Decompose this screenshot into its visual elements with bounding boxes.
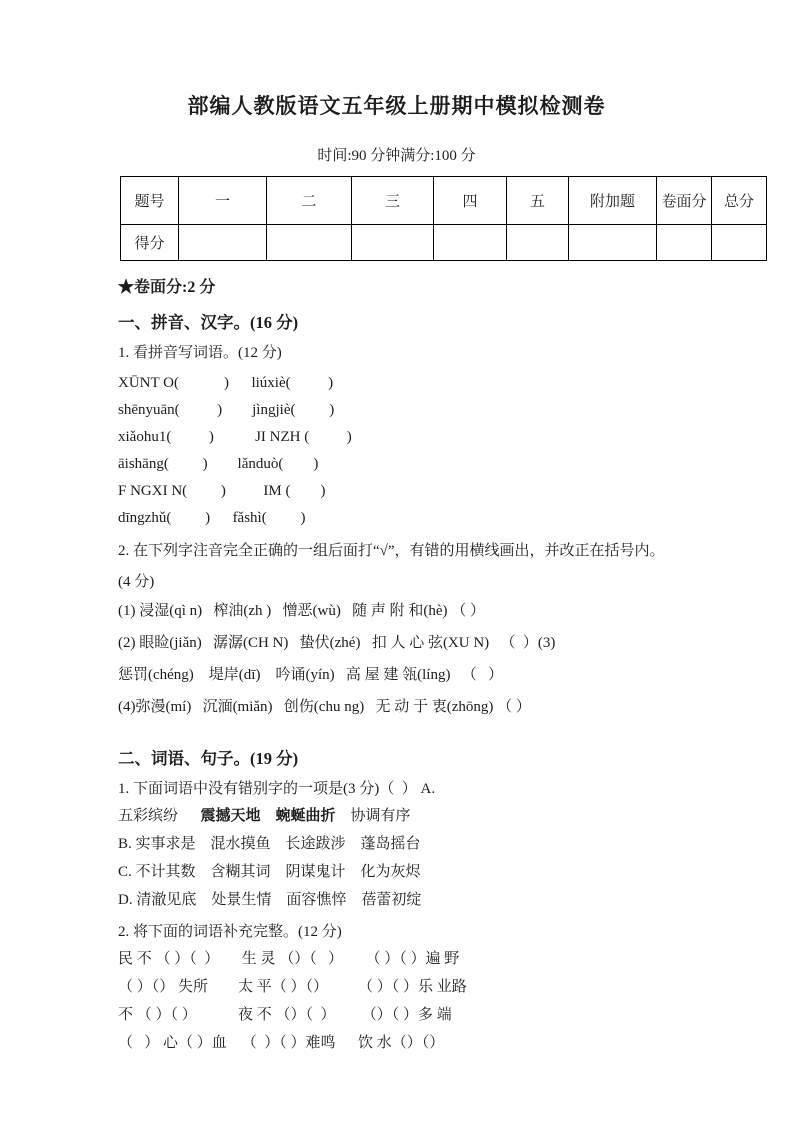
idiom-completion-line: 不 （ ）（ ） 夜 不 （）（ ） （）（ ）多 端 (118, 1007, 452, 1023)
score-cell-empty (352, 225, 434, 261)
option-c: C. 不计其数 含糊其词 阴谋鬼计 化为灰烬 (118, 864, 421, 880)
idiom-completion-block (118, 945, 769, 1057)
header-cell-part4: 四 (434, 177, 507, 225)
score-table-header-row (121, 177, 767, 225)
pronunciation-item: 惩罚(chéng) 堤岸(dī) 吟诵(yín) 高 屋 建 瓴(líng) （ ） (118, 667, 503, 683)
section1-q2-label: 2. 在下列字注音完全正确的一组后面打“√”，有错的用横线画出，并改正在括号内。 (118, 543, 665, 559)
section1-heading: 一、拼音、汉字。(16 分) (118, 313, 299, 332)
exam-body (118, 277, 769, 1057)
score-cell-empty (507, 225, 569, 261)
option-a-part1: 五彩缤纷 (118, 808, 201, 824)
option-a (118, 802, 769, 830)
score-cell-empty (569, 225, 657, 261)
pronunciation-item: (1) 浸湿(qì n) 榨油(zh ) 憎恶(wù) 随 声 附 和(hè) （ ） (118, 603, 486, 619)
score-cell-empty (657, 225, 712, 261)
option-b: B. 实事求是 混水摸鱼 长途跋涉 蓬岛摇台 (118, 836, 421, 852)
section2-q2-label: 2. 将下面的词语补充完整。(12 分) (118, 924, 342, 940)
score-row-label: 得分 (121, 225, 179, 261)
section1-q2-block (118, 538, 769, 723)
choice-options (118, 802, 769, 914)
exam-meta: 时间:90 分钟满分:100 分 (317, 148, 476, 164)
header-cell-paper-score: 卷面分 (657, 177, 712, 225)
idiom-completion-line: （ ） 心（ ）血 （ ）（ ）难鸣 饮 水（）（） (118, 1035, 445, 1051)
pinyin-line: F NGXI N( ) IM ( ) (118, 483, 326, 499)
idiom-completion-line: 民 不 （ ）（ ） 生 灵 （）（ ） （ ）（ ）遍 野 (118, 951, 460, 967)
header-cell-part1: 一 (179, 177, 267, 225)
score-table-score-row (121, 225, 767, 261)
idiom-completion-line: （ ）（） 失所 太 平（ ）（） （ ）（ ）乐 业路 (118, 979, 467, 995)
header-cell-total: 总分 (712, 177, 767, 225)
pronunciation-item: (2) 眼睑(jiǎn) 潺潺(CH N) 蛰伏(zhé) 扣 人 心 弦(XU N) （ ）(3) (118, 635, 556, 651)
pinyin-line: shēnyuān( ) jìngjiè( ) (118, 402, 335, 418)
section2 (118, 747, 769, 1057)
pinyin-line: āishāng( ) lǎnduò( ) (118, 456, 319, 472)
option-d: D. 清澈见底 处景生情 面容憔悴 蓓蕾初绽 (118, 892, 422, 908)
header-cell-part3: 三 (352, 177, 434, 225)
section2-q1-label: 1. 下面词语中没有错别字的一项是(3 分)（ ） A. (118, 781, 436, 797)
pronunciation-items (118, 595, 769, 723)
section1-q2-points: (4 分) (118, 574, 155, 590)
pinyin-line: xiǎohu1( ) JI NZH ( ) (118, 429, 352, 445)
section2-heading: 二、词语、句子。(19 分) (118, 749, 299, 768)
score-cell-empty (179, 225, 267, 261)
option-a-bold-part: 震撼天地 蜿蜒曲折 (200, 808, 351, 824)
header-cell-part2: 二 (267, 177, 352, 225)
score-cell-empty (712, 225, 767, 261)
option-a-part2: 协调有序 (350, 808, 411, 824)
paper-score-note: ★卷面分:2 分 (118, 279, 216, 296)
score-table (120, 176, 767, 261)
header-cell-bonus: 附加题 (569, 177, 657, 225)
pinyin-line: XŪNT O( ) liúxiè( ) (118, 375, 334, 391)
score-cell-empty (267, 225, 352, 261)
page-title: 部编人教版语文五年级上册期中模拟检测卷 (187, 94, 606, 118)
pinyin-line: dīngzhǔ( ) fǎshì( ) (118, 510, 306, 526)
score-cell-empty (434, 225, 507, 261)
pronunciation-item: (4)弥漫(mí) 沉湎(miǎn) 创伤(chu ng) 无 动 于 衷(zhōng) （ ） (118, 699, 531, 715)
section1-q1-label: 1. 看拼音写词语。(12 分) (118, 345, 282, 361)
pinyin-writing-block (118, 370, 769, 532)
header-cell-question-no: 题号 (121, 177, 179, 225)
header-cell-part5: 五 (507, 177, 569, 225)
